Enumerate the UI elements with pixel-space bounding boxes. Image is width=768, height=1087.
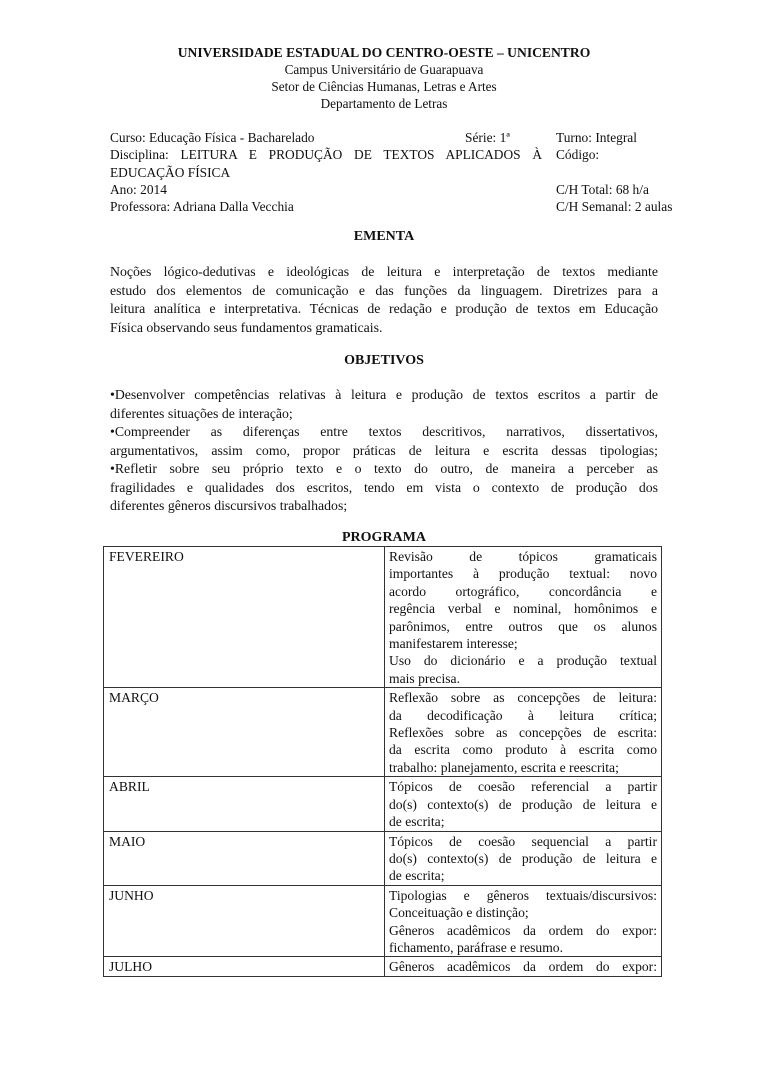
table-row [104, 777, 662, 831]
content-line: mais precisa. [389, 670, 460, 686]
content-line: da escrita como produto à escrita como [389, 742, 657, 758]
objetivos-line: •Refletir sobre seu próprio texto e o texto do outro, de maneira a perceber as [110, 461, 658, 476]
content-cell [385, 831, 662, 885]
objetivos-line: argumentativos, assim como, propor práticas de leitura e escrita dessas tipologias; [110, 442, 658, 458]
content-cell [385, 777, 662, 831]
table-row [104, 885, 662, 957]
ementa-text [110, 263, 658, 337]
ementa-line: Física observando seus fundamentos gramaticais. [110, 319, 383, 335]
content-cell [385, 885, 662, 957]
content-line: Gêneros acadêmicos da ordem do expor: [389, 959, 657, 975]
content-line: Revisão de tópicos gramaticais [389, 549, 657, 564]
content-line: do(s) contexto(s) de produção de leitura e [389, 796, 657, 812]
content-line: de escrita; [389, 868, 445, 884]
document-header [0, 44, 768, 112]
table-row [104, 547, 662, 688]
month-cell: MARÇO [104, 688, 385, 777]
objetivos-text [110, 386, 658, 516]
month-cell: MAIO [104, 831, 385, 885]
content-line: trabalho: planejamento, escrita e reescrita; [389, 759, 619, 775]
content-line: Reflexões sobre as concepções de escrita: [389, 725, 657, 741]
table-row [104, 688, 662, 777]
sector-name: Setor de Ciências Humanas, Letras e Artes [271, 79, 497, 94]
content-cell [385, 688, 662, 777]
content-line: Gêneros acadêmicos da ordem do expor: [389, 922, 657, 938]
university-name: UNIVERSIDADE ESTADUAL DO CENTRO-OESTE – UNICENTRO [177, 45, 591, 60]
content-cell [385, 547, 662, 688]
total-hours-field: C/H Total: 68 h/a [556, 181, 649, 197]
month-cell: FEVEREIRO [104, 547, 385, 688]
programa-heading: PROGRAMA [342, 530, 426, 545]
content-line: da decodificação à leitura crítica; [389, 707, 657, 723]
weekly-hours-field: C/H Semanal: 2 aulas [556, 199, 673, 215]
objetivos-heading: OBJETIVOS [344, 353, 424, 368]
content-line: fichamento, paráfrase e resumo. [389, 939, 563, 955]
objetivos-line: •Compreender as diferenças entre textos descritivos, narrativos, dissertativos, [110, 424, 658, 439]
ementa-line: leitura analítica e interpretativa. Técnicas de redação e produção de textos em Educação [110, 301, 658, 316]
month-cell: JUNHO [104, 885, 385, 957]
ementa-line: estudo dos elementos de comunicação e das funções da linguagem. Diretrizes para a [110, 282, 658, 298]
code-field: Código: [556, 147, 600, 163]
ementa-heading: EMENTA [353, 229, 415, 244]
course-field: Curso: Educação Física - Bacharelado [110, 130, 315, 145]
content-line: Tópicos de coesão sequencial a partir [389, 833, 657, 849]
page-bottom-margin [0, 983, 768, 1087]
discipline-field: Disciplina: LEITURA E PRODUÇÃO DE TEXTOS APLICADOS À [110, 147, 542, 163]
year-field: Ano: 2014 [110, 181, 167, 197]
content-line: importantes à produção textual: novo [389, 566, 657, 582]
department-name: Departamento de Letras [320, 96, 448, 111]
objetivos-line: fragilidades e qualidades dos escritos, tendo em vista o contexto de produção dos [110, 479, 658, 495]
campus-name: Campus Universitário de Guarapuava [284, 62, 484, 77]
content-line: de escrita; [389, 814, 445, 830]
course-info [110, 129, 673, 215]
content-line: parônimos, entre outros que os alunos [389, 618, 657, 634]
programa-table [103, 546, 662, 977]
content-line: Tipologias e gêneros textuais/discursivos: [389, 887, 657, 903]
content-line: Uso do dicionário e a produção textual [389, 653, 657, 669]
objetivos-line: •Desenvolver competências relativas à leitura e produção de textos escritos a partir de [110, 387, 658, 402]
content-line: manifestarem interesse; [389, 636, 518, 652]
content-line: Tópicos de coesão referencial a partir [389, 779, 657, 795]
objetivos-line: diferentes situações de interação; [110, 405, 293, 421]
month-cell: ABRIL [104, 777, 385, 831]
serie-field: Série: 1ª [465, 130, 510, 145]
table-row [104, 831, 662, 885]
discipline-field-continued: EDUCAÇÃO FÍSICA [110, 164, 231, 180]
ementa-line: Noções lógico-dedutivas e ideológicas de leitura e interpretação de textos mediante [110, 264, 658, 279]
content-cell [385, 957, 662, 976]
professor-field: Professora: Adriana Dalla Vecchia [110, 199, 294, 215]
table-row [104, 957, 662, 976]
content-line: Conceituação e distinção; [389, 905, 529, 921]
turno-field: Turno: Integral [556, 130, 637, 145]
objetivos-line: diferentes gêneros discursivos trabalhados; [110, 498, 348, 513]
content-line: do(s) contexto(s) de produção de leitura e [389, 850, 657, 866]
content-line: Reflexão sobre as concepções de leitura: [389, 690, 657, 706]
month-cell: JULHO [104, 957, 385, 976]
content-line: regência verbal e nominal, homônimos e [389, 601, 657, 617]
content-line: acordo ortográfico, concordância e [389, 583, 657, 599]
